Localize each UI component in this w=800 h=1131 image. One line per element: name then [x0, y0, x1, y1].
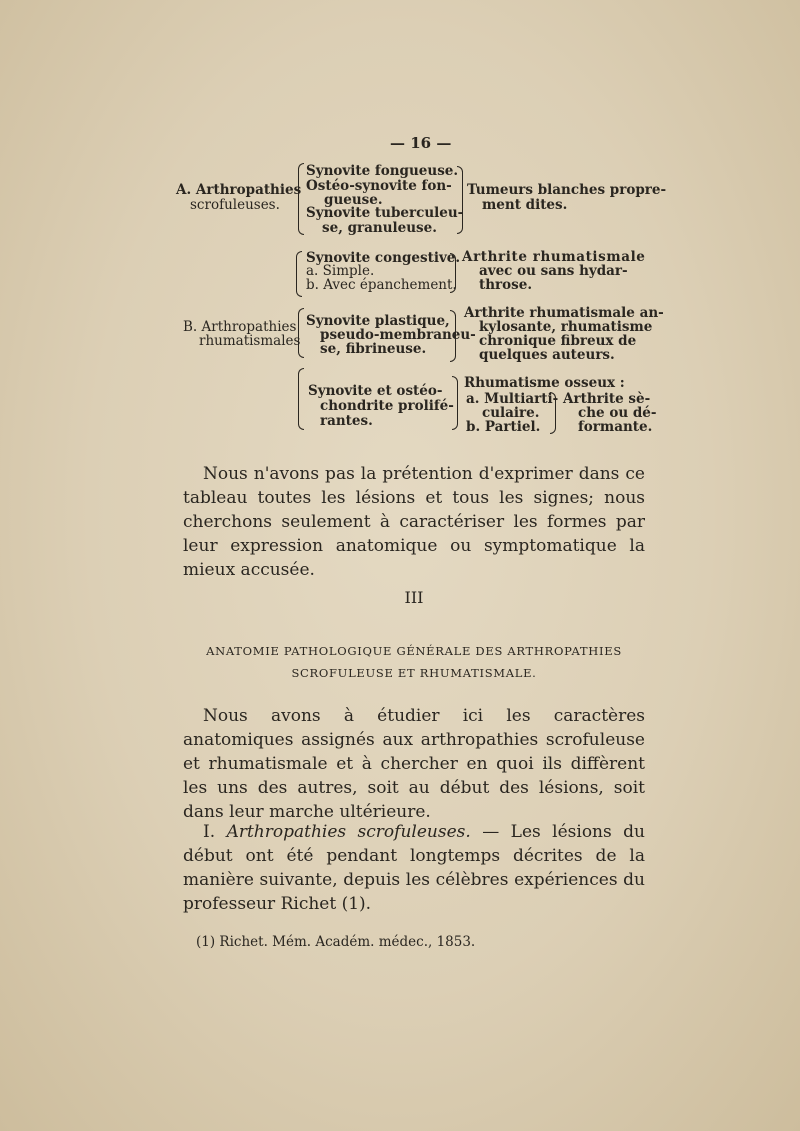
- left-brace: [296, 251, 302, 297]
- result-line: chronique fibreux de: [479, 333, 637, 349]
- form-line: pseudo-membraneu-: [320, 327, 476, 343]
- form-line: Synovite fongueuse.: [306, 163, 459, 179]
- result-line: throse.: [479, 277, 533, 293]
- paragraph: I. Arthropathies scrofuleuses. — Les lésions du début ont été pendant longtemps décrites de la manière suivante, depuis les célèbres expériences du professeur Richet (1).: [183, 822, 645, 914]
- footnote: (1) Richet. Mém. Académ. médec., 1853.: [196, 934, 476, 950]
- form-line: se, granuleuse.: [322, 220, 437, 236]
- group-a-label: A. Arthropathies: [176, 182, 302, 198]
- form-line: Synovite et ostéo-: [308, 383, 443, 399]
- form-line: se, fibrineuse.: [320, 341, 427, 357]
- paragraph: Nous avons à étudier ici les caractères anatomiques assignés aux arthropathies scrofuleuse et rhumatismale et à chercher en quoi ils diffèrent les uns des autres, soit au début des lésions, soit dans leur marche ultérieure.: [183, 706, 645, 822]
- right-brace: [450, 253, 456, 293]
- form-line: Synovite congestive.: [306, 250, 461, 266]
- left-brace: [298, 163, 304, 235]
- group-b-label: B. Arthropathies: [183, 319, 297, 335]
- form-line: b. Avec épanchement.: [306, 277, 457, 293]
- form-line: a. Simple.: [306, 263, 375, 279]
- rheum-osseux-line: culaire.: [482, 405, 540, 421]
- right-brace: [457, 166, 463, 234]
- result-line: che ou dé-: [578, 405, 657, 421]
- paragraph: Nous n'avons pas la prétention d'exprimer dans ce tableau toutes les lésions et tous les signes; nous cherchons seulement à caractériser les formes par leur expression anatomique ou symptomatique la mieux accusée.: [183, 464, 645, 580]
- right-brace: [550, 392, 556, 434]
- result-line: Tumeurs blanches propre-: [467, 182, 667, 198]
- form-line: Synovite tuberculeu-: [306, 205, 464, 221]
- result-line: avec ou sans hydar-: [479, 263, 628, 279]
- left-brace: [298, 368, 304, 430]
- rheum-osseux-line: Rhumatisme osseux :: [464, 375, 625, 391]
- result-line: quelques auteurs.: [479, 347, 615, 363]
- result-line: ment dites.: [482, 197, 568, 213]
- right-brace: [452, 376, 458, 430]
- result-line: Arthrite rhumatismale an-: [464, 305, 664, 321]
- form-line: gueuse.: [324, 192, 383, 208]
- result-line: formante.: [578, 419, 653, 435]
- result-line: kylosante, rhumatisme: [479, 319, 653, 335]
- result-line: Arthrite sè-: [563, 391, 651, 407]
- right-brace: [450, 310, 456, 362]
- section-number: III: [404, 588, 424, 607]
- page-number: — 16 —: [390, 134, 452, 152]
- section-title: ANATOMIE PATHOLOGIQUE GÉNÉRALE DES ARTHROPATHIES SCROFULEUSE ET RHUMATISMALE.: [206, 644, 622, 680]
- group-b-label-2: rhumatismales: [199, 333, 301, 349]
- form-line: rantes.: [320, 413, 373, 429]
- rheum-osseux-line: b. Partiel.: [466, 419, 541, 435]
- result-line: Arthrite rhumatismale: [462, 249, 646, 265]
- group-a-label-2: scrofuleuses.: [190, 197, 280, 213]
- form-line: chondrite prolifé-: [320, 398, 454, 414]
- rheum-osseux-line: a. Multiarti-: [466, 391, 559, 407]
- form-line: Synovite plastique,: [306, 313, 450, 329]
- form-line: Ostéo-synovite fon-: [306, 178, 452, 194]
